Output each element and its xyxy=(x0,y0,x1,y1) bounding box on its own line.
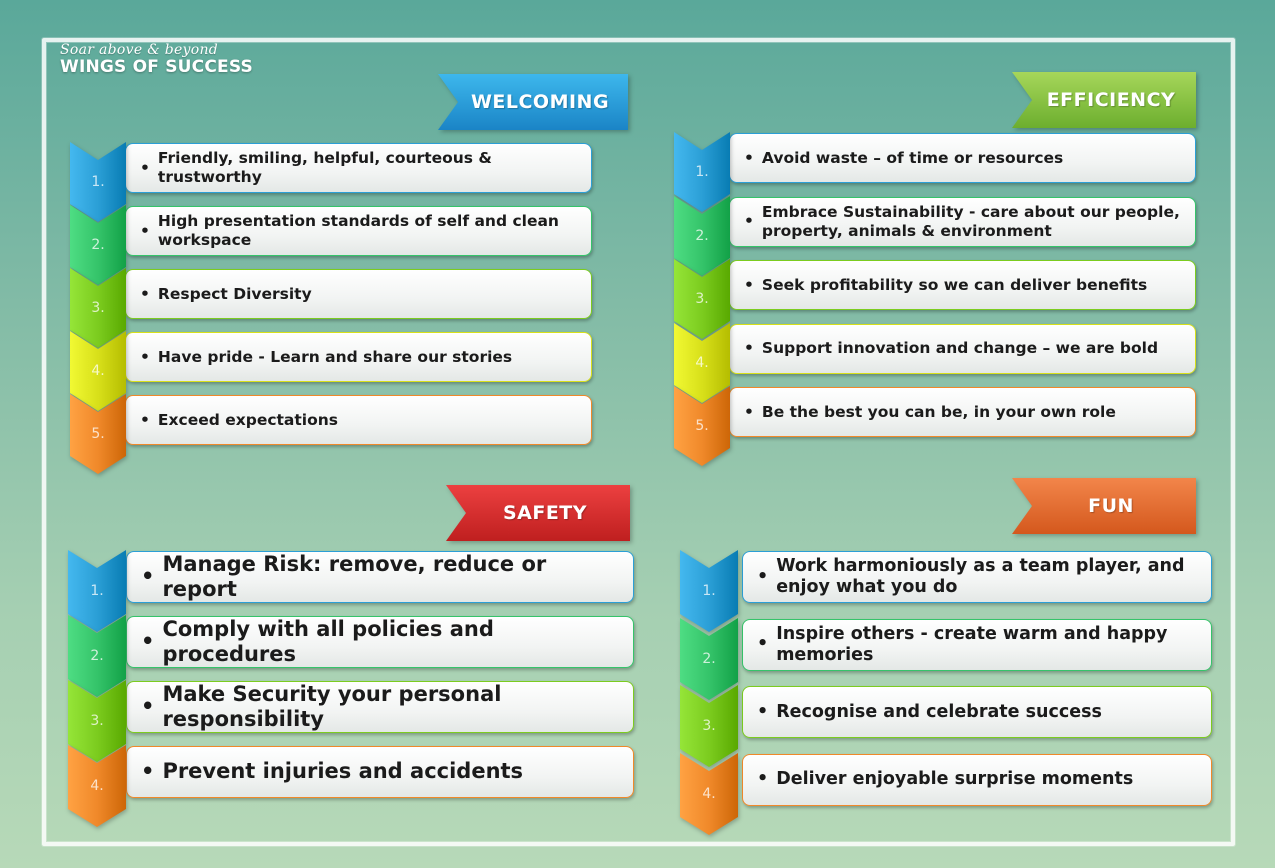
safety-item-text: Comply with all policies and procedures xyxy=(162,616,494,666)
fun-item-number: 3. xyxy=(702,718,716,734)
bullet-icon: • xyxy=(744,148,754,167)
welcoming-item-box xyxy=(125,206,592,256)
welcoming-item-box xyxy=(125,269,592,319)
welcoming-item-text: Exceed expectations xyxy=(157,410,339,429)
welcoming-item-number: 1. xyxy=(91,174,105,190)
safety-item-text: Make Security your personal responsibility xyxy=(162,681,502,731)
safety-item-box xyxy=(126,681,634,733)
safety-item-box xyxy=(126,551,634,603)
efficiency-banner xyxy=(1012,72,1196,128)
efficiency-title: EFFICIENCY xyxy=(1046,89,1176,111)
fun-item-number: 1. xyxy=(702,583,716,599)
safety-banner xyxy=(446,485,630,541)
bullet-icon: • xyxy=(140,347,150,366)
bullet-icon: • xyxy=(140,284,150,303)
safety-item-text: Prevent injuries and accidents xyxy=(162,759,524,784)
safety-item-box xyxy=(126,616,634,668)
fun-item-text: Work harmoniously as a team player, and enjoy what you do xyxy=(776,556,1185,597)
efficiency-item-text: Avoid waste – of time or resources xyxy=(761,148,1064,167)
welcoming-item-number: 2. xyxy=(91,237,105,253)
efficiency-item-box xyxy=(729,387,1196,437)
safety-item-number: 3. xyxy=(90,713,104,729)
safety-title: SAFETY xyxy=(502,502,588,524)
efficiency-item-number: 1. xyxy=(695,164,709,180)
welcoming-banner xyxy=(438,74,628,130)
efficiency-item-number: 5. xyxy=(695,418,709,434)
welcoming-chevron-5 xyxy=(70,394,126,479)
welcoming-item-text: Respect Diversity xyxy=(157,284,312,303)
welcoming-item-box xyxy=(125,143,592,193)
bullet-icon: • xyxy=(744,402,754,421)
efficiency-item-box xyxy=(729,133,1196,183)
bullet-icon: • xyxy=(141,759,155,784)
welcoming-title: WELCOMING xyxy=(470,91,610,113)
efficiency-item-text: Support innovation and change – we are bold xyxy=(761,339,1159,358)
fun-banner xyxy=(1012,478,1196,534)
fun-item-box xyxy=(742,619,1212,671)
brand-logo xyxy=(60,42,253,77)
bullet-icon: • xyxy=(140,410,150,429)
welcoming-item-number: 4. xyxy=(91,363,105,379)
safety-item-number: 4. xyxy=(90,778,104,794)
safety-item-number: 1. xyxy=(90,583,104,599)
welcoming-item-box xyxy=(125,332,592,382)
welcoming-item-text: High presentation standards of self and clean workspace xyxy=(157,212,559,249)
bullet-icon: • xyxy=(757,566,769,587)
bullet-icon: • xyxy=(141,694,155,719)
safety-item-box xyxy=(126,746,634,798)
bullet-icon: • xyxy=(141,564,155,589)
efficiency-item-text: Be the best you can be, in your own role xyxy=(761,402,1116,421)
efficiency-item-number: 4. xyxy=(695,354,709,371)
safety-item-number: 2. xyxy=(90,648,104,664)
efficiency-item-box xyxy=(729,324,1196,374)
bullet-icon: • xyxy=(140,221,150,240)
efficiency-item-text: Seek profitability so we can deliver benefits xyxy=(761,275,1148,294)
efficiency-item-box xyxy=(729,260,1196,310)
bullet-icon: • xyxy=(757,769,769,789)
efficiency-item-number: 3. xyxy=(695,291,709,307)
brand-tagline: Soar above & beyond xyxy=(60,42,219,58)
fun-item-number: 2. xyxy=(702,650,716,667)
fun-item-text: Deliver enjoyable surprise moments xyxy=(776,769,1134,789)
welcoming-item-number: 5. xyxy=(91,426,105,442)
safety-chevron-4 xyxy=(68,745,126,832)
bullet-icon: • xyxy=(140,158,150,177)
efficiency-chevron-5 xyxy=(674,386,730,471)
fun-item-box xyxy=(742,686,1212,738)
welcoming-item-box xyxy=(125,395,592,445)
fun-item-number: 4. xyxy=(702,785,716,802)
fun-item-box xyxy=(742,754,1212,806)
bullet-icon: • xyxy=(757,701,769,722)
welcoming-item-number: 3. xyxy=(91,300,105,316)
bullet-icon: • xyxy=(744,212,754,231)
bullet-icon: • xyxy=(757,634,769,654)
fun-item-text: Inspire others - create warm and happy memories xyxy=(776,623,1168,665)
bullet-icon: • xyxy=(744,275,754,294)
fun-title: FUN xyxy=(1088,495,1134,517)
brand-name: WINGS OF SUCCESS xyxy=(60,57,253,77)
fun-item-text: Recognise and celebrate success xyxy=(776,701,1102,722)
fun-item-box xyxy=(742,551,1212,603)
efficiency-item-text: Embrace Sustainability - care about our people, property, animals & environment xyxy=(761,202,1180,240)
bullet-icon: • xyxy=(744,339,754,358)
fun-chevron-4 xyxy=(680,753,738,840)
welcoming-item-text: Have pride - Learn and share our stories xyxy=(157,347,513,366)
welcoming-item-text: Friendly, smiling, helpful, courteous & trustworthy xyxy=(157,149,492,186)
safety-item-text: Manage Risk: remove, reduce or report xyxy=(162,551,547,601)
bullet-icon: • xyxy=(141,629,155,654)
efficiency-item-number: 2. xyxy=(695,227,709,244)
efficiency-item-box xyxy=(729,197,1196,247)
